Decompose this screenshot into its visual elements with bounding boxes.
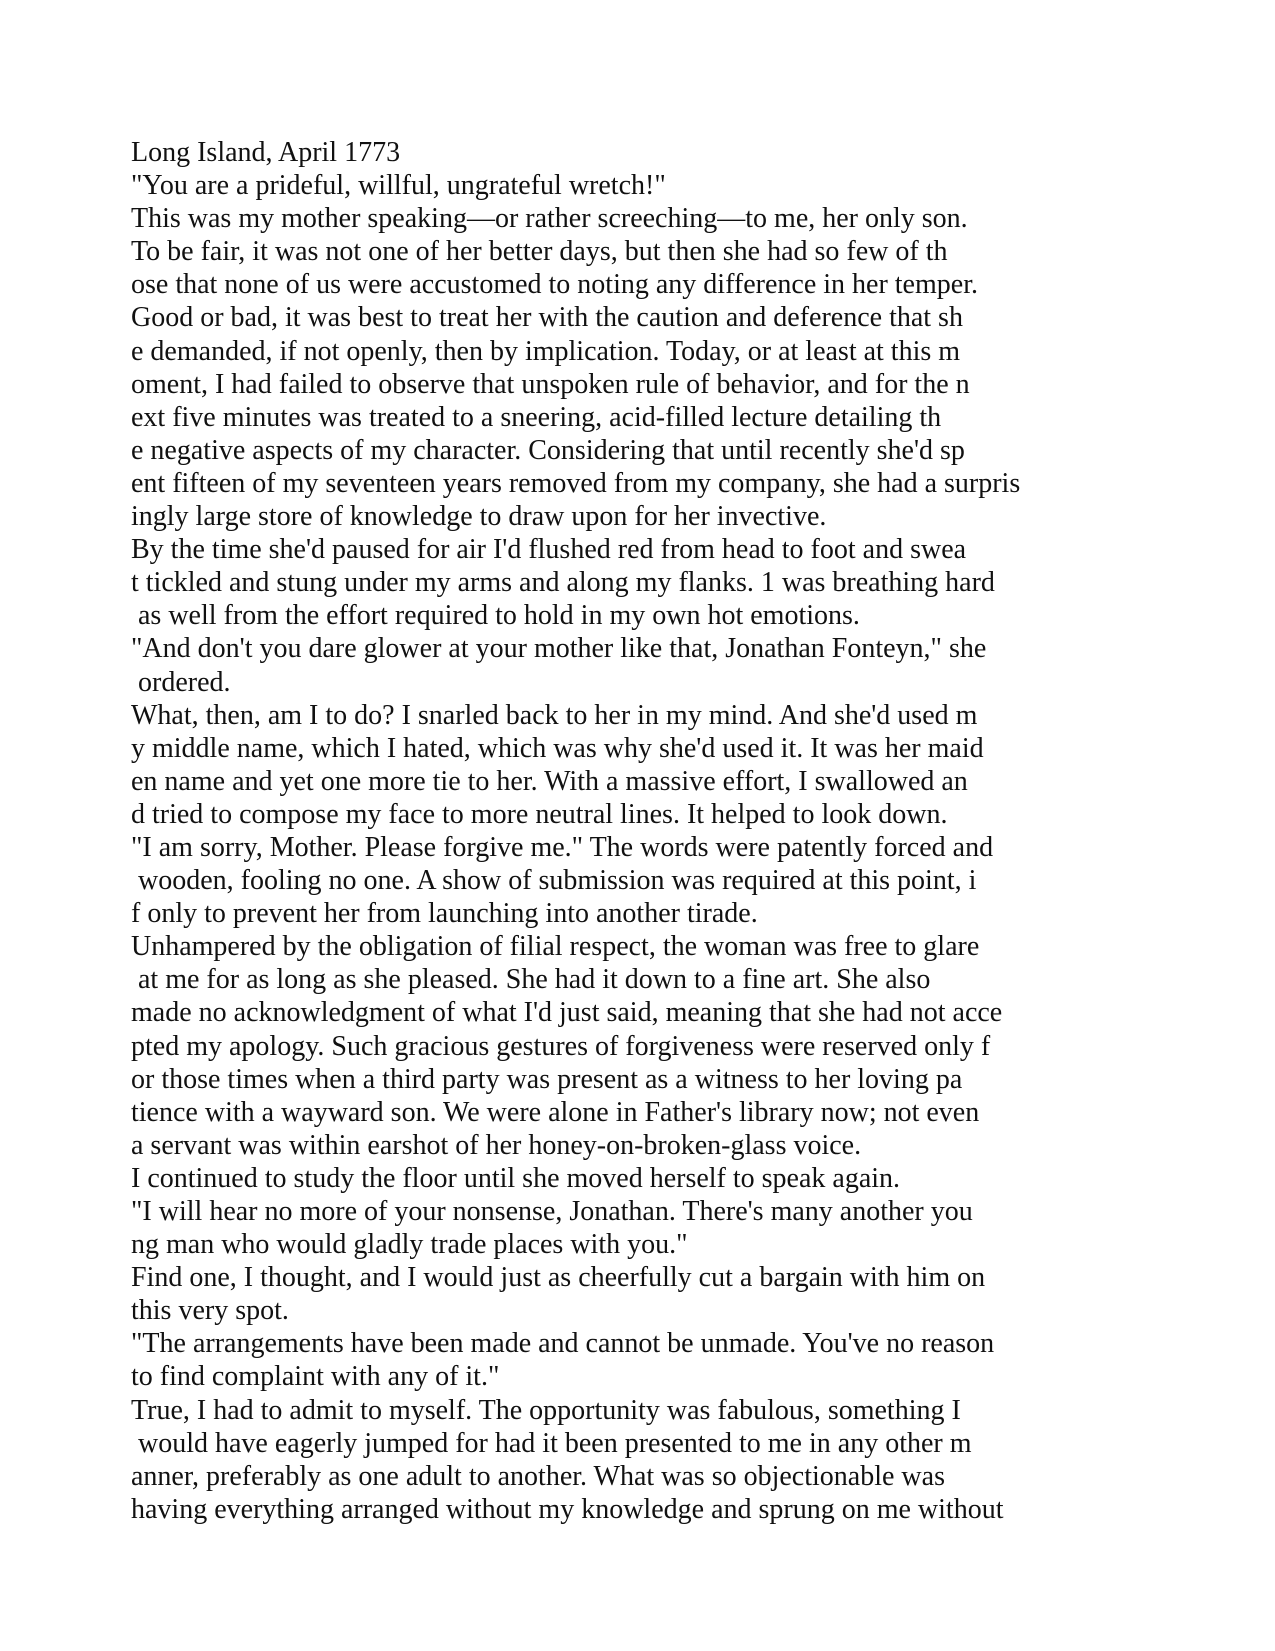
- text-line: "I am sorry, Mother. Please forgive me." The words were patently forced and: [131, 831, 994, 863]
- text-line: as well from the effort required to hold in my own hot emotions.: [131, 600, 860, 632]
- text-line: "And don't you dare glower at your mother like that, Jonathan Fonteyn," she: [131, 633, 987, 665]
- text-line: "You are a prideful, willful, ungrateful wretch!": [131, 170, 666, 202]
- text-line: e demanded, if not openly, then by implication. Today, or at least at this m: [131, 335, 961, 367]
- text-line: or those times when a third party was present as a witness to her loving pa: [131, 1063, 963, 1095]
- text-line: Long Island, April 1773: [131, 137, 401, 168]
- text-line: anner, preferably as one adult to another. What was so objectionable was: [131, 1460, 945, 1492]
- text-line: en name and yet one more tie to her. With a massive effort, I swallowed an: [131, 765, 968, 797]
- text-line: ingly large store of knowledge to draw upon for her invective.: [131, 501, 827, 533]
- text-line: to find complaint with any of it.": [131, 1361, 500, 1393]
- text-line: oment, I had failed to observe that unspoken rule of behavior, and for the n: [131, 368, 970, 400]
- text-line: wooden, fooling no one. A show of submission was required at this point, i: [131, 865, 977, 897]
- text-line: having everything arranged without my knowledge and sprung on me without: [131, 1493, 1004, 1525]
- text-line: Find one, I thought, and I would just as cheerfully cut a bargain with him on: [131, 1262, 986, 1294]
- text-line: Good or bad, it was best to treat her with the caution and deference that sh: [131, 302, 963, 334]
- text-line: "The arrangements have been made and cannot be unmade. You've no reason: [131, 1328, 995, 1360]
- body-text: [131, 136, 1211, 1526]
- text-line: would have eagerly jumped for had it been presented to me in any other m: [131, 1427, 972, 1459]
- text-line: What, then, am I to do? I snarled back to her in my mind. And she'd used m: [131, 699, 978, 731]
- text-line: ent fifteen of my seventeen years removed from my company, she had a surpris: [131, 467, 1021, 499]
- text-line: y middle name, which I hated, which was why she'd used it. It was her maid: [131, 732, 984, 764]
- text-line: True, I had to admit to myself. The opportunity was fabulous, something I: [131, 1394, 961, 1426]
- text-line: a servant was within earshot of her honey-on-broken-glass voice.: [131, 1129, 862, 1161]
- text-line: By the time she'd paused for air I'd flushed red from head to foot and swea: [131, 534, 967, 566]
- text-line: made no acknowledgment of what I'd just said, meaning that she had not acce: [131, 997, 1003, 1029]
- text-line: ng man who would gladly trade places with you.": [131, 1229, 688, 1261]
- text-line: I continued to study the floor until she moved herself to speak again.: [131, 1162, 901, 1194]
- text-line: pted my apology. Such gracious gestures of forgiveness were reserved only f: [131, 1030, 991, 1062]
- text-line: To be fair, it was not one of her better days, but then she had so few of th: [131, 236, 948, 268]
- text-line: ose that none of us were accustomed to noting any difference in her temper.: [131, 269, 978, 301]
- text-line: d tried to compose my face to more neutral lines. It helped to look down.: [131, 798, 948, 830]
- text-line: f only to prevent her from launching into another tirade.: [131, 898, 758, 930]
- text-line: "I will hear no more of your nonsense, Jonathan. There's many another you: [131, 1196, 973, 1227]
- text-line: e negative aspects of my character. Considering that until recently she'd sp: [131, 434, 965, 466]
- text-line: at me for as long as she pleased. She had it down to a fine art. She also: [131, 964, 931, 996]
- text-line: Unhampered by the obligation of filial respect, the woman was free to glare: [131, 931, 980, 963]
- text-line: t tickled and stung under my arms and along my flanks. 1 was breathing hard: [131, 567, 995, 599]
- text-line: tience with a wayward son. We were alone in Father's library now; not even: [131, 1096, 980, 1128]
- text-line: This was my mother speaking—or rather screeching—to me, her only son.: [131, 203, 968, 235]
- text-line: this very spot.: [131, 1295, 289, 1327]
- text-line: ext five minutes was treated to a sneering, acid-filled lecture detailing th: [131, 401, 942, 433]
- text-line: ordered.: [131, 666, 231, 698]
